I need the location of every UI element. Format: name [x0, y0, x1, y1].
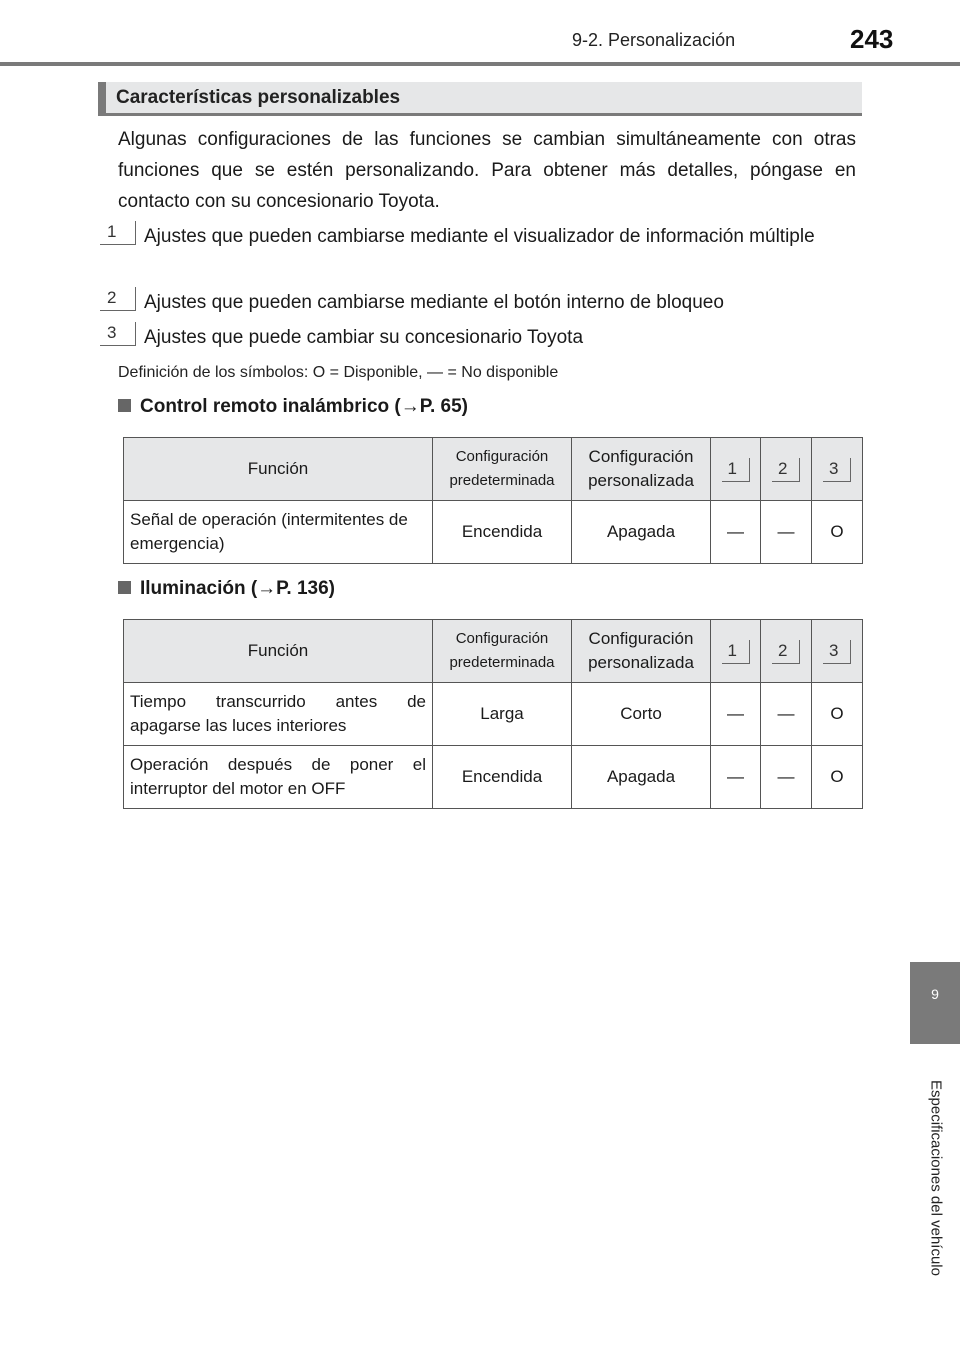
col-header-3: 3: [812, 620, 863, 683]
table-header-row: [124, 620, 863, 683]
cell-default: Larga: [433, 683, 572, 746]
col-header-custom: Configuración personalizada: [572, 620, 711, 683]
header-rule: [0, 62, 960, 66]
subsection-title: Iluminación (→P. 136): [140, 578, 335, 599]
cell-1: —: [711, 501, 761, 564]
intro-paragraph: Algunas configuraciones de las funciones se cambian simultáneamente con otras funciones que se estén personalizando. Para obtener más detalles, póngase en contacto con su concesionario Toyota.: [118, 129, 856, 212]
cell-2: —: [761, 683, 812, 746]
subsection-heading: [118, 578, 335, 600]
col-header-2: 2: [761, 620, 812, 683]
col-header-function: Función: [124, 438, 433, 501]
cell-custom: Apagada: [572, 746, 711, 809]
cell-3: O: [812, 683, 863, 746]
table-row: [124, 501, 863, 564]
subsection-heading: [118, 396, 468, 418]
col-header-1: 1: [711, 620, 761, 683]
item-number: 2: [100, 287, 136, 311]
cell-default: Encendida: [433, 746, 572, 809]
item-text: Ajustes que pueden cambiarse mediante el visualizador de información múltiple: [144, 226, 815, 247]
table-row: [124, 746, 863, 809]
cell-function: Operación después de poner el interruptor del motor en OFF: [124, 746, 433, 809]
cell-2: —: [761, 501, 812, 564]
settings-table-lighting: [123, 619, 863, 809]
symbol-legend: Definición de los símbolos: O = Disponible, — = No disponible: [118, 364, 559, 381]
cell-function: Tiempo transcurrido antes de apagarse las luces interiores: [124, 683, 433, 746]
settings-table-remote: [123, 437, 863, 564]
col-header-default: Configuración predeterminada: [433, 438, 572, 501]
running-header-section: 9-2. Personalización: [572, 30, 736, 50]
cell-custom: Apagada: [572, 501, 711, 564]
col-header-default: Configuración predeterminada: [433, 620, 572, 683]
col-header-2: 2: [761, 438, 812, 501]
cell-custom: Corto: [572, 683, 711, 746]
cell-1: —: [711, 683, 761, 746]
item-number: 3: [100, 322, 136, 346]
chapter-number: 9: [931, 986, 939, 1002]
col-header-3: 3: [812, 438, 863, 501]
section-heading-accent: [98, 82, 106, 116]
cell-2: —: [761, 746, 812, 809]
square-bullet-icon: [118, 581, 131, 594]
cell-default: Encendida: [433, 501, 572, 564]
page-number: 243: [850, 24, 894, 54]
cell-function: Señal de operación (intermitentes de emergencia): [124, 501, 433, 564]
cell-1: —: [711, 746, 761, 809]
section-title: Características personalizables: [116, 87, 401, 108]
item-number: 1: [100, 221, 136, 245]
cell-3: O: [812, 501, 863, 564]
col-header-1: 1: [711, 438, 761, 501]
item-text: Ajustes que puede cambiar su concesionario Toyota: [144, 327, 584, 348]
item-text: Ajustes que pueden cambiarse mediante el botón interno de bloqueo: [144, 292, 724, 313]
table-row: [124, 683, 863, 746]
subsection-title: Control remoto inalámbrico (→P. 65): [140, 396, 468, 417]
table-header-row: [124, 438, 863, 501]
square-bullet-icon: [118, 399, 131, 412]
chapter-label: [926, 1056, 946, 1300]
col-header-custom: Configuración personalizada: [572, 438, 711, 501]
chapter-label-text: Especificaciones del vehículo: [927, 1080, 945, 1276]
col-header-function: Función: [124, 620, 433, 683]
cell-3: O: [812, 746, 863, 809]
chapter-tab: [910, 962, 960, 1044]
section-heading-bar: [98, 82, 862, 116]
